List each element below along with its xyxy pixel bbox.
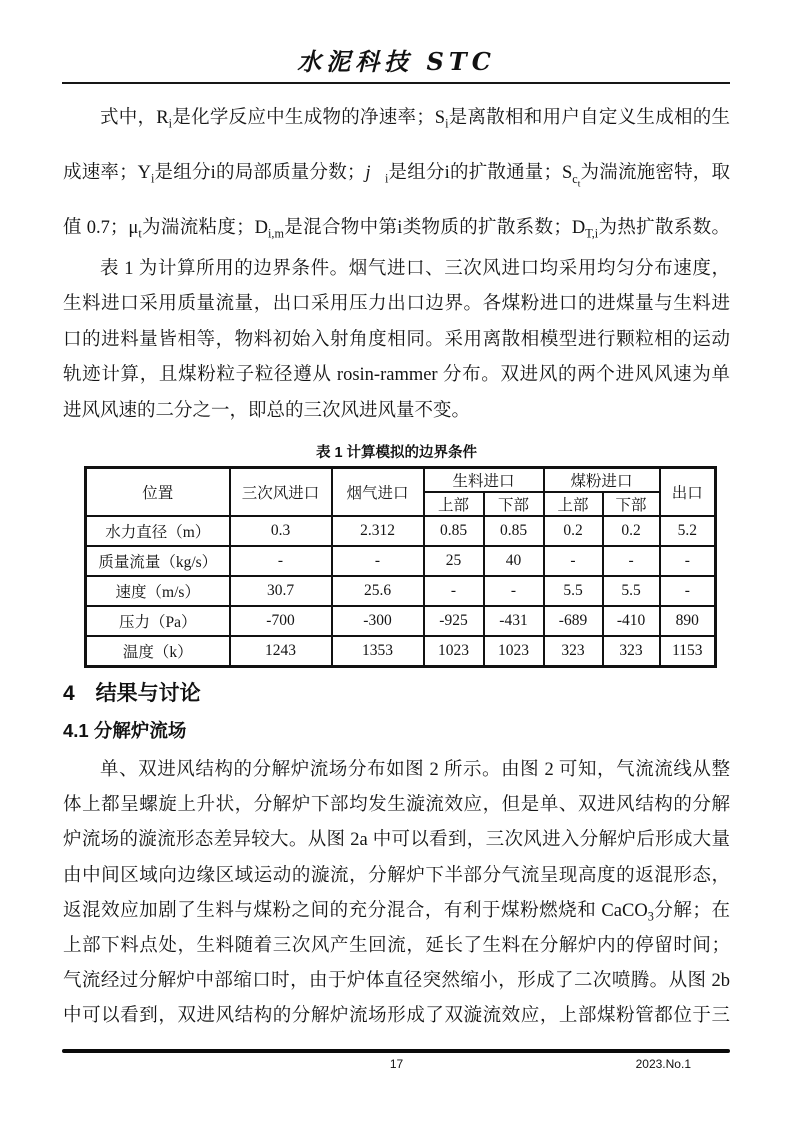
table-cell: - <box>660 576 716 606</box>
table-header-cell: 煤粉进口 <box>544 468 660 493</box>
table-cell: - <box>424 576 484 606</box>
table-cell: 1243 <box>230 636 332 666</box>
table-subheader-cell: 下部 <box>484 492 544 516</box>
table-cell: - <box>332 546 424 576</box>
header-rule <box>62 82 730 84</box>
table-cell: - <box>660 546 716 576</box>
text-line: 上部下料点处，生料随着三次风产生回流，延长了生料在分解炉内的停留时间； <box>63 936 730 957</box>
table-cell: 1153 <box>660 636 716 666</box>
table-cell: 25 <box>424 546 484 576</box>
table-cell: 1353 <box>332 636 424 666</box>
table-row <box>86 546 716 576</box>
table-header-cell: 出口 <box>660 468 716 517</box>
table-cell: -300 <box>332 606 424 636</box>
table-cell: 1023 <box>424 636 484 666</box>
table-caption: 表 1 计算模拟的边界条件 <box>315 445 478 461</box>
table-cell: - <box>544 546 603 576</box>
text-line: 口的进料量皆相等，物料初始入射角度相同。采用离散相模型进行颗粒相的运动 <box>63 329 730 350</box>
text-line: 气流经过分解炉中部缩口时，由于炉体直径突然缩小，形成了二次喷腾。从图 2b <box>63 971 730 992</box>
table-row-label: 压力（Pa） <box>86 606 230 636</box>
table-subheader-cell: 下部 <box>603 492 660 516</box>
table-cell: -410 <box>603 606 660 636</box>
table-cell: 25.6 <box>332 576 424 606</box>
table-row <box>86 576 716 606</box>
table-cell: 0.2 <box>603 516 660 546</box>
text-line: 体上都呈螺旋上升状，分解炉下部均发生漩流效应，但是单、双进风结构的分解 <box>63 795 730 816</box>
table-cell: 0.2 <box>544 516 603 546</box>
text-line: 进风风速的二分之一，即总的三次风进风量不变。 <box>63 400 471 421</box>
subsection-heading-flow-field: 4.1 分解炉流场 <box>63 720 187 741</box>
table-row-label: 速度（m/s） <box>86 576 230 606</box>
table-header-cell: 烟气进口 <box>332 468 424 517</box>
text-line: 式中，$R_i$是化学反应中生成物的净速率；$S_i$是离散相和用户自定义生成相的生 <box>100 108 730 131</box>
table-row-label: 温度（k） <box>86 636 230 666</box>
table-cell: - <box>603 546 660 576</box>
table-row <box>86 516 716 546</box>
paragraph-formula-definitions <box>63 91 730 256</box>
text-line: 中可以看到，双进风结构的分解炉流场形成了双漩流效应，上部煤粉管都位于三 <box>63 1006 730 1027</box>
table-row-label: 质量流量（kg/s） <box>86 546 230 576</box>
table-cell: 5.2 <box>660 516 716 546</box>
text-line: 成速率；$Y_i$是组分i的局部质量分数；$j⃗_i$是组分i的扩散通量；$S_{c_t}$为湍流施密特，取 <box>63 163 730 190</box>
table-subheader-cell: 上部 <box>424 492 484 516</box>
table-row-label: 水力直径（m） <box>86 516 230 546</box>
table-cell: - <box>484 576 544 606</box>
issue-label: 2023.No.1 <box>635 1057 691 1071</box>
text-line: 炉流场的漩流形态差异较大。从图 2a 中可以看到，三次风进入分解炉后形成大量 <box>63 830 730 851</box>
paragraph-flow-field-discussion <box>63 753 730 1035</box>
table-cell: 1023 <box>484 636 544 666</box>
table-cell: 890 <box>660 606 716 636</box>
table-cell: - <box>230 546 332 576</box>
table-cell: -431 <box>484 606 544 636</box>
table-cell: 0.85 <box>484 516 544 546</box>
section-heading-results: 4 结果与讨论 <box>63 682 201 705</box>
page-number: 17 <box>389 1057 404 1071</box>
footer-rule <box>62 1049 730 1053</box>
text-line: 轨迹计算，且煤粉粒子粒径遵从 rosin-rammer 分布。双进风的两个进风风速为单 <box>63 365 730 386</box>
text-line: 单、双进风结构的分解炉流场分布如图 2 所示。由图 2 可知，气流流线从整 <box>100 760 730 780</box>
table-subheader-cell: 上部 <box>544 492 603 516</box>
table-header-cell: 位置 <box>86 468 230 517</box>
table-cell: -700 <box>230 606 332 636</box>
text-line: 生料进口采用质量流量，出口采用压力出口边界。各煤粉进口的进煤量与生料进 <box>63 294 730 315</box>
journal-title: 水泥科技 STC <box>297 47 496 76</box>
table-cell: 323 <box>544 636 603 666</box>
table-cell: 2.312 <box>332 516 424 546</box>
table-header-cell: 三次风进口 <box>230 468 332 517</box>
table-row <box>86 636 716 666</box>
table-row <box>86 606 716 636</box>
table-cell: -689 <box>544 606 603 636</box>
table-header-cell: 生料进口 <box>424 468 544 493</box>
text-line: 返混效应加剧了生料与煤粉之间的充分混合，有利于煤粉燃烧和 CaCO$_3$分解；在 <box>63 900 730 924</box>
table-cell: 0.3 <box>230 516 332 546</box>
text-line: 由中间区域向边缘区域运动的漩流，分解炉下半部分气流呈现高度的返混形态， <box>63 865 730 886</box>
table-cell: 40 <box>484 546 544 576</box>
table-cell: 5.5 <box>603 576 660 606</box>
table-cell: 5.5 <box>544 576 603 606</box>
text-line: 表 1 为计算所用的边界条件。烟气进口、三次风进口均采用均匀分布速度， <box>100 259 730 279</box>
table-cell: -925 <box>424 606 484 636</box>
table-cell: 30.7 <box>230 576 332 606</box>
table-cell: 0.85 <box>424 516 484 546</box>
text-line: 值 0.7；$\mu_t$为湍流粘度；$D_{i,m}$是混合物中第i类物质的扩散系数；$D_{T,i}$为热扩散系数。 <box>63 218 730 241</box>
paragraph-boundary-conditions <box>63 252 730 429</box>
table-cell: 323 <box>603 636 660 666</box>
boundary-table <box>84 466 717 668</box>
